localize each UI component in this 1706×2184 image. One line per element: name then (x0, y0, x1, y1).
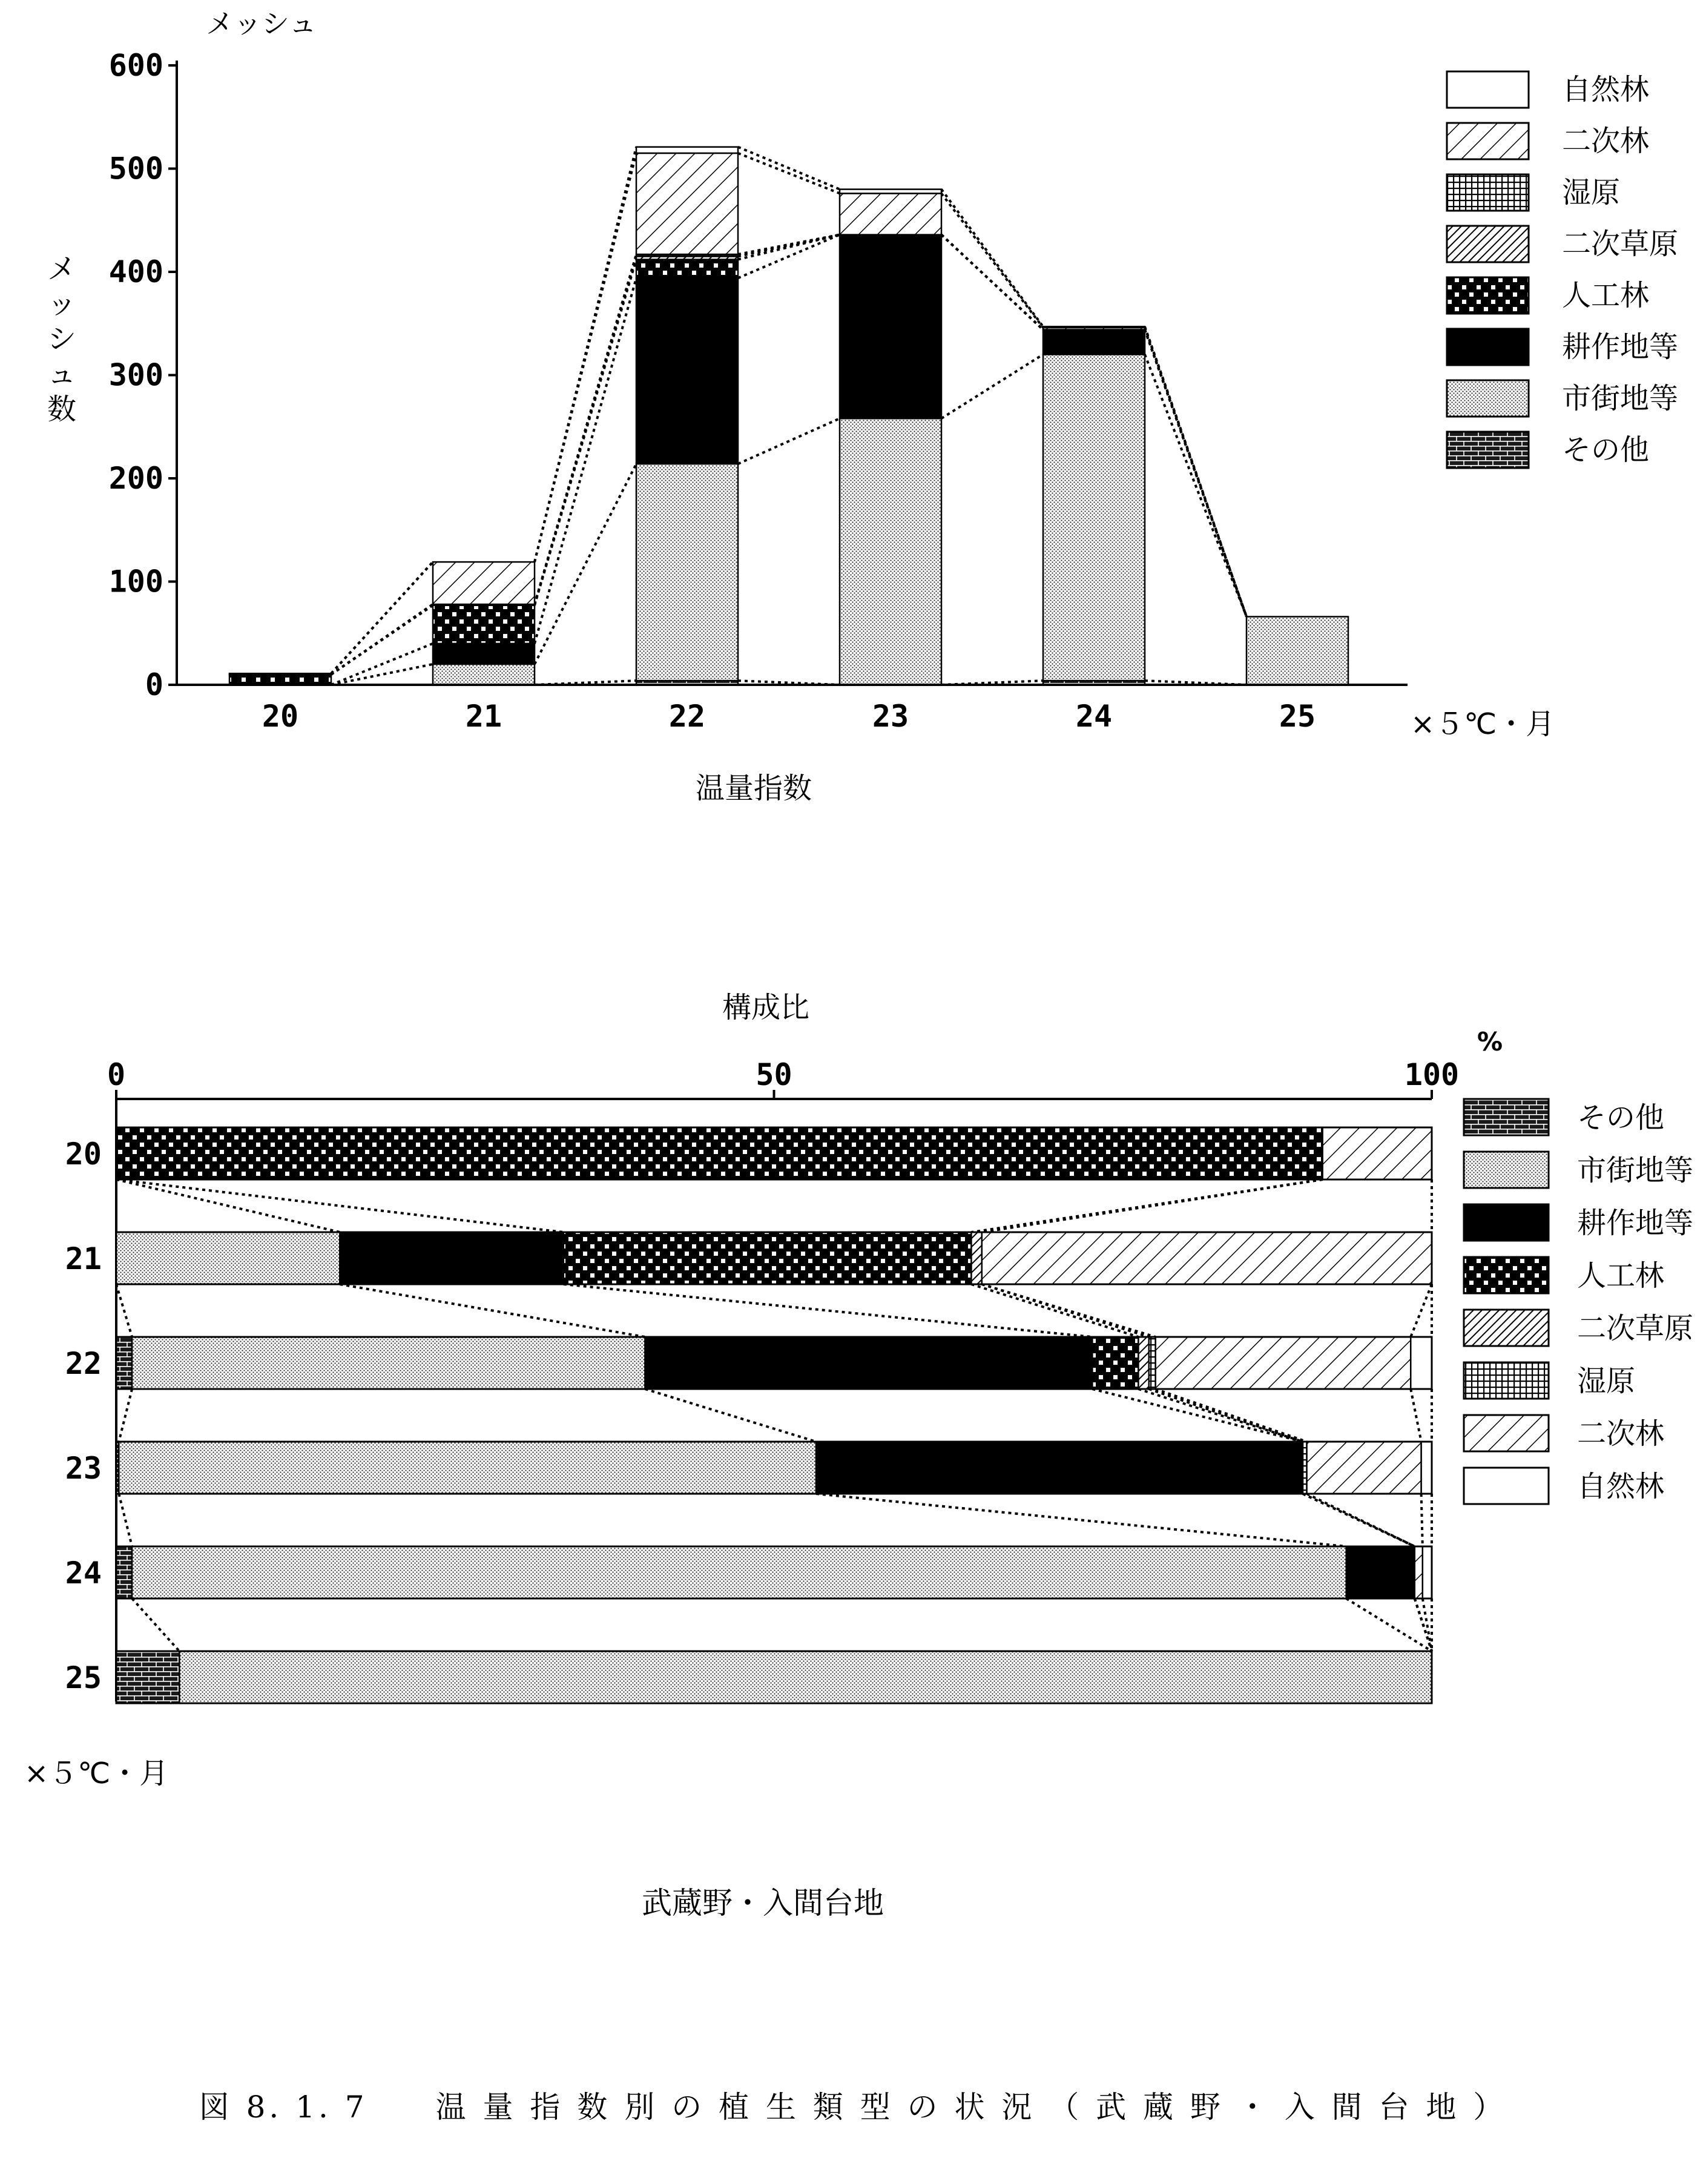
row-group-20 (116, 1127, 1432, 1179)
bar-segment (1415, 1546, 1423, 1598)
connector-line (1138, 1389, 1303, 1442)
bar-group-25 (1247, 616, 1348, 685)
connector-line (116, 1179, 340, 1232)
y-title-char: メ (47, 252, 77, 286)
legend-swatch (1464, 1257, 1549, 1293)
legend-swatch (1447, 329, 1529, 365)
legend-label: 湿原 (1577, 1364, 1636, 1398)
connector-line (331, 664, 433, 685)
legend-swatch (1464, 1468, 1549, 1504)
connector-line (331, 562, 433, 673)
y-tick-label: 400 (108, 254, 163, 289)
connector-line (941, 193, 1043, 328)
legend-swatch (1447, 432, 1529, 468)
bar-segment (116, 1546, 132, 1598)
connector-line (535, 464, 636, 664)
bar-segment (636, 147, 738, 153)
legend-swatch (1464, 1099, 1549, 1135)
bar-segment (179, 1651, 1432, 1703)
x-tick-label: 100 (1404, 1057, 1460, 1092)
bar-segment (636, 153, 738, 254)
row-group-21 (116, 1232, 1432, 1284)
bar-segment (116, 1651, 179, 1703)
bar-group-20 (229, 673, 331, 685)
top-x-axis-title: 温量指数 (695, 771, 812, 805)
connector-line (738, 147, 840, 190)
y-tick-label: 23 (65, 1451, 102, 1486)
bar-segment (1411, 1337, 1432, 1389)
bar-segment (119, 1442, 816, 1494)
bar-segment (229, 673, 331, 675)
figure-caption: 図 8. 1. 7 温 量 指 数 別 の 植 生 類 型 の 状 況 （ 武 蔵 野 ・ 入 間 台 地 ） (199, 2090, 1507, 2125)
bar-segment (636, 464, 738, 681)
bottom-y-unit-label: ×５℃・月 (24, 1757, 169, 1790)
x-tick-label: 50 (756, 1057, 792, 1092)
top-y-axis-title (47, 252, 76, 426)
bar-segment (636, 260, 738, 279)
bottom-legend (1464, 1099, 1693, 1504)
legend-swatch (1464, 1204, 1549, 1241)
connector-line (535, 254, 636, 604)
top-legend (1447, 71, 1678, 468)
y-title-char: ッ (47, 287, 77, 321)
legend-label: 人工林 (1562, 279, 1650, 312)
x-tick-label: 0 (107, 1057, 126, 1092)
bar-segment (1156, 1337, 1411, 1389)
legend-label: 自然林 (1577, 1470, 1665, 1503)
legend-label: 二次草原 (1577, 1311, 1694, 1345)
top-stacked-bar-chart (109, 48, 1408, 734)
legend-swatch (1447, 277, 1529, 314)
bar-segment (840, 193, 941, 234)
bar-segment (971, 1232, 981, 1284)
legend-label: 市街地等 (1562, 381, 1679, 415)
connector-line (1346, 1598, 1432, 1651)
connector-line (1145, 354, 1247, 616)
connector-line (982, 1179, 1323, 1232)
legend-label: 市街地等 (1577, 1153, 1694, 1187)
connector-line (132, 1598, 179, 1651)
connector-line (535, 147, 636, 562)
legend-swatch (1447, 226, 1529, 262)
bar-group-22 (636, 147, 738, 685)
y-title-char: シ (47, 322, 77, 356)
y-tick-label: 200 (108, 461, 163, 496)
bar-segment (132, 1337, 645, 1389)
x-tick-label: 25 (1279, 699, 1316, 734)
bar-segment (1423, 1546, 1432, 1598)
connector-line (116, 1284, 132, 1337)
connector-line (535, 153, 636, 562)
bar-segment (116, 1232, 340, 1284)
y-title-char: 数 (47, 392, 77, 426)
y-tick-label: 500 (108, 151, 163, 186)
x-tick-label: 21 (465, 699, 502, 734)
legend-label: 二次草原 (1562, 227, 1679, 261)
legend-swatch (1464, 1152, 1549, 1188)
legend-label: 二次林 (1577, 1417, 1665, 1451)
connector-line (645, 1389, 816, 1442)
bar-segment (132, 1546, 1346, 1598)
bar-segment (645, 1337, 1093, 1389)
connector-line (1145, 326, 1247, 616)
connector-line (1411, 1389, 1421, 1442)
bar-segment (1043, 326, 1145, 328)
bar-segment (433, 562, 535, 604)
bar-segment (840, 418, 941, 685)
y-tick-label: 600 (108, 48, 163, 83)
x-tick-label: 23 (872, 699, 909, 734)
connector-line (941, 235, 1043, 330)
y-tick-label: 300 (108, 357, 163, 393)
bar-segment (840, 235, 941, 418)
legend-label: 人工林 (1577, 1259, 1665, 1293)
top-x-unit-label: ×５℃・月 (1411, 707, 1555, 741)
connector-line (738, 153, 840, 193)
y-tick-label: 24 (65, 1556, 102, 1591)
bar-segment (1307, 1442, 1421, 1494)
bar-segment (1043, 354, 1145, 681)
legend-label: その他 (1577, 1101, 1665, 1135)
y-tick-label: 0 (145, 667, 163, 702)
bar-segment (564, 1232, 972, 1284)
bar-segment (229, 675, 331, 685)
bar-group-24 (1043, 326, 1145, 685)
y-tick-label: 22 (65, 1346, 102, 1381)
connector-line (331, 644, 433, 685)
bar-group-23 (840, 190, 941, 685)
legend-swatch (1464, 1310, 1549, 1346)
y-tick-label: 20 (65, 1137, 102, 1172)
bottom-composition-chart (65, 1057, 1459, 1703)
connector-line (1092, 1389, 1303, 1442)
bar-group-21 (433, 562, 535, 685)
x-tick-label: 24 (1075, 699, 1113, 734)
connector-line (1156, 1389, 1307, 1442)
bar-segment (636, 278, 738, 464)
bar-segment (1138, 1337, 1148, 1389)
connector-line (971, 1284, 1138, 1337)
bar-segment (116, 1337, 132, 1389)
bar-segment (1149, 1337, 1156, 1389)
bottom-chart-title: 構成比 (722, 991, 810, 1024)
bar-segment (116, 1127, 1323, 1179)
legend-label: 耕作地等 (1562, 330, 1679, 364)
x-tick-label: 20 (262, 699, 299, 734)
connector-line (738, 418, 840, 464)
y-tick-label: 100 (108, 564, 163, 599)
row-group-25 (116, 1651, 1432, 1703)
bar-segment (1346, 1546, 1415, 1598)
legend-swatch (1447, 123, 1529, 159)
legend-label: 自然林 (1562, 73, 1650, 107)
bar-segment (433, 605, 535, 644)
connector-line (119, 1494, 132, 1546)
row-group-24 (116, 1546, 1432, 1598)
legend-label: 耕作地等 (1577, 1206, 1694, 1240)
legend-swatch (1447, 71, 1529, 108)
bar-segment (982, 1232, 1432, 1284)
row-group-23 (116, 1442, 1432, 1494)
bottom-percent-unit: % (1477, 1027, 1503, 1057)
connector-line (1307, 1494, 1415, 1546)
legend-label: その他 (1562, 433, 1650, 467)
legend-label: 湿原 (1562, 176, 1621, 209)
connector-line (941, 354, 1043, 418)
connector-line (340, 1284, 645, 1337)
legend-swatch (1447, 174, 1529, 211)
connector-line (1421, 1494, 1423, 1546)
bar-segment (840, 190, 941, 194)
legend-swatch (1447, 380, 1529, 417)
x-tick-label: 22 (668, 699, 706, 734)
row-group-22 (116, 1337, 1432, 1389)
region-title: 武蔵野・入間台地 (642, 1885, 884, 1921)
y-tick-label: 21 (65, 1241, 102, 1276)
bar-segment (433, 644, 535, 664)
connector-line (535, 260, 636, 605)
bar-segment (816, 1442, 1303, 1494)
connector-line (738, 235, 840, 254)
bar-segment (1092, 1337, 1138, 1389)
bar-segment (1421, 1442, 1432, 1494)
legend-swatch (1464, 1362, 1549, 1399)
connector-line (1411, 1284, 1432, 1337)
bar-segment (1323, 1127, 1432, 1179)
bar-segment (433, 664, 535, 685)
connector-line (116, 1179, 564, 1232)
connector-line (535, 278, 636, 644)
connector-line (564, 1284, 1093, 1337)
connector-line (119, 1389, 132, 1442)
bar-segment (340, 1232, 563, 1284)
legend-swatch (1464, 1415, 1549, 1451)
bar-segment (1247, 616, 1348, 685)
top-y-unit-label: メッシュ (206, 7, 317, 40)
y-title-char: ュ (47, 357, 77, 391)
legend-label: 二次林 (1562, 124, 1650, 158)
connector-line (816, 1494, 1346, 1546)
bar-segment (1043, 329, 1145, 354)
y-tick-label: 25 (65, 1660, 102, 1695)
